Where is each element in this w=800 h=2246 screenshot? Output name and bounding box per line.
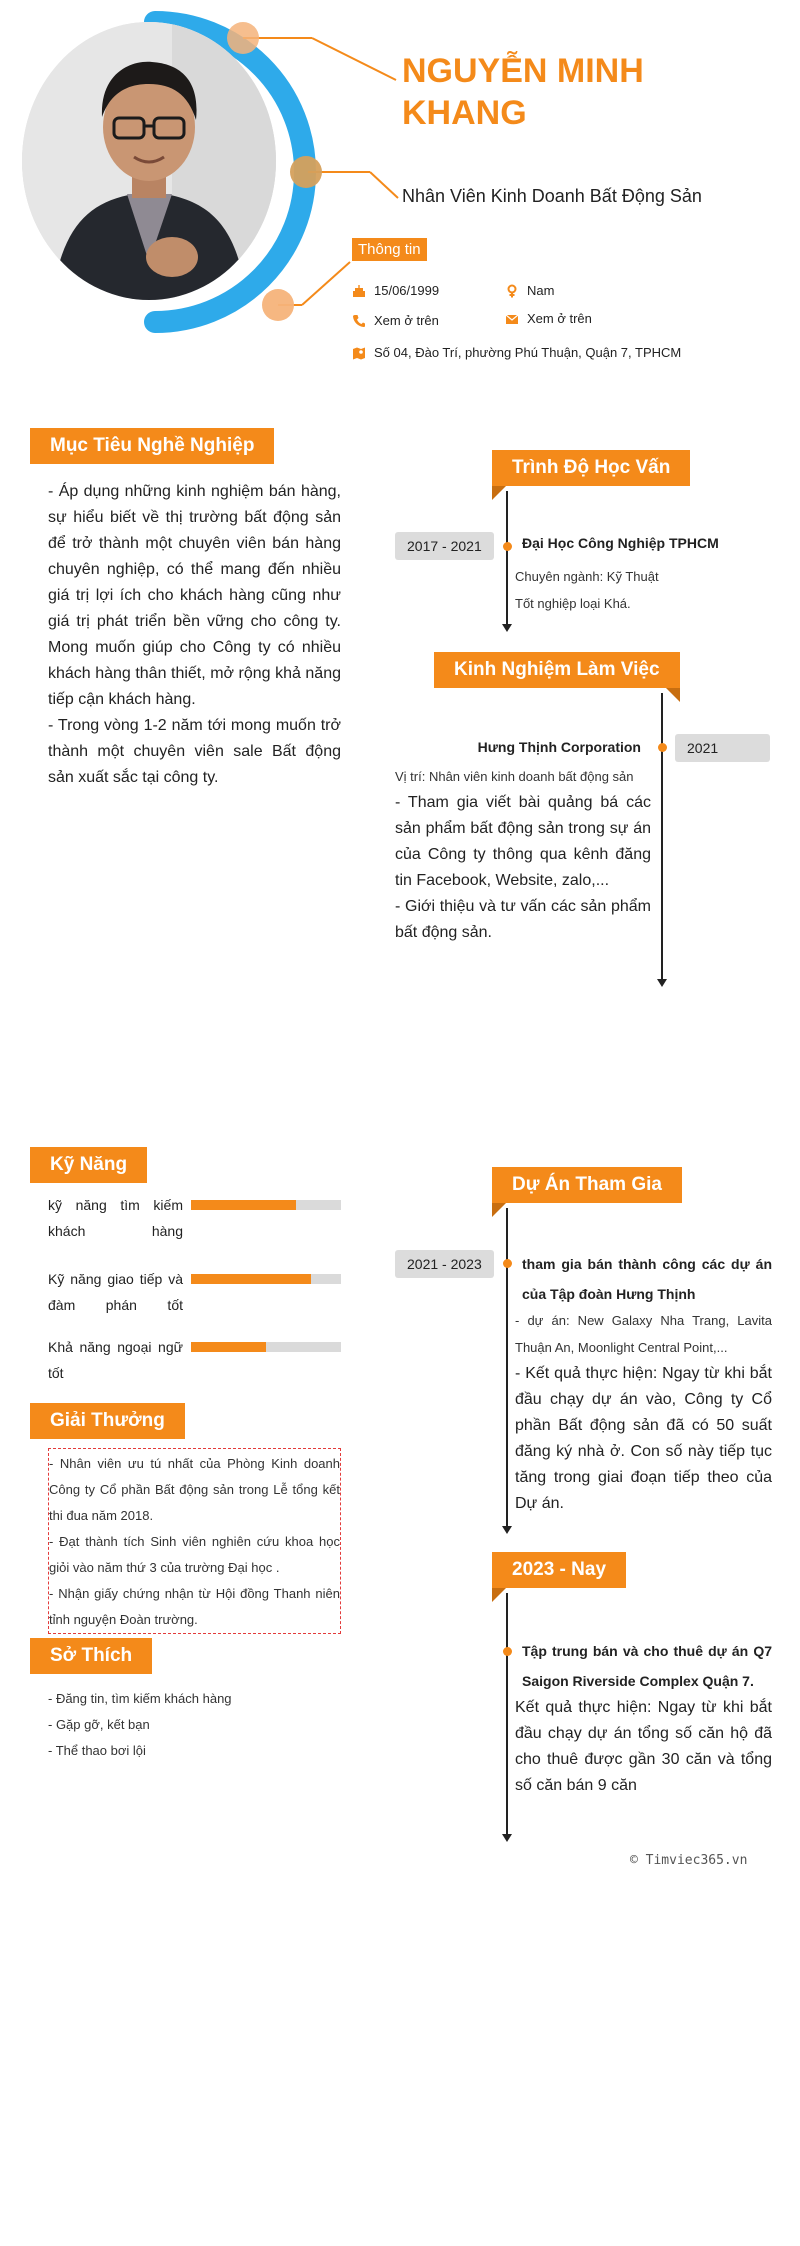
school-name: Đại Học Công Nghiệp TPHCM bbox=[522, 535, 719, 551]
hobbies-heading: Sở Thích bbox=[30, 1638, 152, 1674]
experience-position: Vị trí: Nhân viên kinh doanh bất động sản bbox=[395, 769, 634, 784]
full-name: NGUYỄN MINH KHANG bbox=[402, 52, 644, 132]
hobby-item: - Thể thao bơi lội bbox=[48, 1743, 146, 1758]
skill-item bbox=[48, 1266, 341, 1334]
address-value: Số 04, Đào Trí, phường Phú Thuận, Quận 7, TPHCM bbox=[374, 345, 682, 360]
phone-value: Xem ở trên bbox=[374, 313, 439, 328]
project-title: tham gia bán thành công các dự án của Tập đoàn Hưng Thịnh bbox=[522, 1256, 772, 1302]
address-row bbox=[352, 345, 681, 360]
objective-paragraph-2: - Trong vòng 1-2 năm tới mong muốn trở thành một chuyên viên sale Bất động sản xuất sắc tại công ty. bbox=[48, 717, 341, 786]
timeline-dot bbox=[503, 1647, 512, 1656]
phone-row bbox=[352, 313, 439, 328]
company-name: Hưng Thịnh Corporation bbox=[477, 739, 641, 755]
skill-bar-fill bbox=[191, 1342, 266, 1352]
objective-text bbox=[48, 479, 341, 791]
experience-duty: - Tham gia viết bài quảng bá các sản phẩm bất động sản trong sự án của Công ty thông qua kênh đăng tin Facebook, Website, zalo,... bbox=[395, 794, 651, 889]
birthday-value: 15/06/1999 bbox=[374, 283, 440, 298]
map-icon bbox=[352, 346, 366, 360]
timeline-line bbox=[506, 1593, 508, 1837]
award-item: - Nhận giấy chứng nhận từ Hội đồng Thanh niên tỉnh nguyện Đoàn trường. bbox=[49, 1586, 340, 1627]
skill-bar bbox=[191, 1274, 341, 1284]
timeline-line bbox=[661, 693, 663, 981]
person-photo-icon bbox=[22, 22, 276, 300]
award-item: - Đạt thành tích Sinh viên nghiên cứu khoa học giỏi vào năm thứ 3 của trường Đại học . bbox=[49, 1534, 340, 1575]
timeline-line bbox=[506, 491, 508, 627]
skill-label: Kỹ năng giao tiếp và đàm phán tốt bbox=[48, 1271, 183, 1313]
footer-credit: © Timviec365.vn bbox=[630, 1853, 748, 1868]
education-period: 2017 - 2021 bbox=[395, 532, 494, 560]
hobby-item: - Gặp gỡ, kết bạn bbox=[48, 1717, 150, 1732]
timeline-arrow bbox=[502, 624, 512, 632]
phone-icon bbox=[352, 314, 366, 328]
projects-heading: Dự Án Tham Gia bbox=[492, 1167, 682, 1203]
project-list: - dự án: New Galaxy Nha Trang, Lavita Thuận An, Moonlight Central Point,... bbox=[515, 1313, 772, 1355]
awards-list bbox=[48, 1448, 341, 1634]
current-project-title: Tập trung bán và cho thuê dự án Q7 Saigon Riverside Complex Quận 7. bbox=[522, 1643, 772, 1689]
experience-duties bbox=[395, 790, 651, 946]
objective-heading: Mục Tiêu Nghề Nghiệp bbox=[30, 428, 274, 464]
education-grade: Tốt nghiệp loại Khá. bbox=[515, 596, 631, 611]
skill-bar bbox=[191, 1200, 341, 1210]
timeline-dot bbox=[503, 1259, 512, 1268]
email-row bbox=[505, 311, 592, 326]
education-details bbox=[515, 563, 659, 617]
timeline-arrow bbox=[502, 1834, 512, 1842]
timeline-line bbox=[506, 1208, 508, 1528]
objective-paragraph-1: - Áp dụng những kinh nghiệm bán hàng, sự hiểu biết về thị trường bất động sản để trở thành một chuyên viên bán hàng chuyên nghiệp, có thể mang đến nhiều giá trị lợi ích cho khách hàng cũng như giá trị phát triển bền vững cho công ty. Mong muốn giúp cho Công ty có nhiều khách hàng thân thiết, mở rộng khả năng tiếp cận khách hàng. bbox=[48, 483, 341, 708]
timeline-dot bbox=[503, 542, 512, 551]
info-title: Thông tin bbox=[352, 238, 427, 261]
email-value: Xem ở trên bbox=[527, 311, 592, 326]
skill-bar bbox=[191, 1342, 341, 1352]
skill-bar-fill bbox=[191, 1274, 311, 1284]
experience-period: 2021 bbox=[675, 734, 770, 762]
gender-row bbox=[505, 283, 554, 298]
skill-label: kỹ năng tìm kiếm khách hàng bbox=[48, 1197, 183, 1239]
skills-list bbox=[48, 1192, 341, 1394]
timeline-arrow bbox=[657, 979, 667, 987]
hobbies-list bbox=[48, 1686, 232, 1764]
education-heading: Trình Độ Học Vấn bbox=[492, 450, 690, 486]
avatar bbox=[22, 22, 276, 300]
job-title: Nhân Viên Kinh Doanh Bất Động Sản bbox=[402, 186, 702, 206]
mail-icon bbox=[505, 312, 519, 326]
gender-icon bbox=[505, 284, 519, 298]
skill-bar-fill bbox=[191, 1200, 296, 1210]
birthday-row bbox=[352, 283, 439, 298]
awards-heading: Giải Thưởng bbox=[30, 1403, 185, 1439]
timeline-dot bbox=[658, 743, 667, 752]
hobby-item: - Đăng tin, tìm kiếm khách hàng bbox=[48, 1691, 232, 1706]
education-major: Chuyên ngành: Kỹ Thuật bbox=[515, 569, 659, 584]
gender-value: Nam bbox=[527, 283, 555, 298]
skill-label: Khả năng ngoại ngữ tốt bbox=[48, 1339, 183, 1381]
experience-heading: Kinh Nghiệm Làm Việc bbox=[434, 652, 680, 688]
project-result: - Kết quả thực hiện: Ngay từ khi bắt đầu chạy dự án vào, Công ty Cổ phần Bất động sản đã có 50 suất đăng ký nhà ở. Con số này tiếp tục tăng trong giai đoạn tiếp theo của Dự án. bbox=[515, 1365, 772, 1512]
projects-period: 2021 - 2023 bbox=[395, 1250, 494, 1278]
award-item: - Nhân viên ưu tú nhất của Phòng Kinh doanh Công ty Cổ phần Bất động sản trong Lễ tổng kết thi đua năm 2018. bbox=[49, 1456, 340, 1523]
skill-item bbox=[48, 1334, 341, 1394]
skills-heading: Kỹ Năng bbox=[30, 1147, 147, 1183]
experience-duty: - Giới thiệu và tư vấn các sản phẩm bất động sản. bbox=[395, 898, 651, 941]
skill-item bbox=[48, 1192, 341, 1266]
current-heading: 2023 - Nay bbox=[492, 1552, 626, 1588]
cake-icon bbox=[352, 284, 366, 298]
timeline-arrow bbox=[502, 1526, 512, 1534]
current-result: Kết quả thực hiện: Ngay từ khi bắt đầu chạy dự án tổng số căn hộ đã cho thuê được gần 30 căn và tổng số căn bán 9 căn bbox=[515, 1699, 772, 1794]
